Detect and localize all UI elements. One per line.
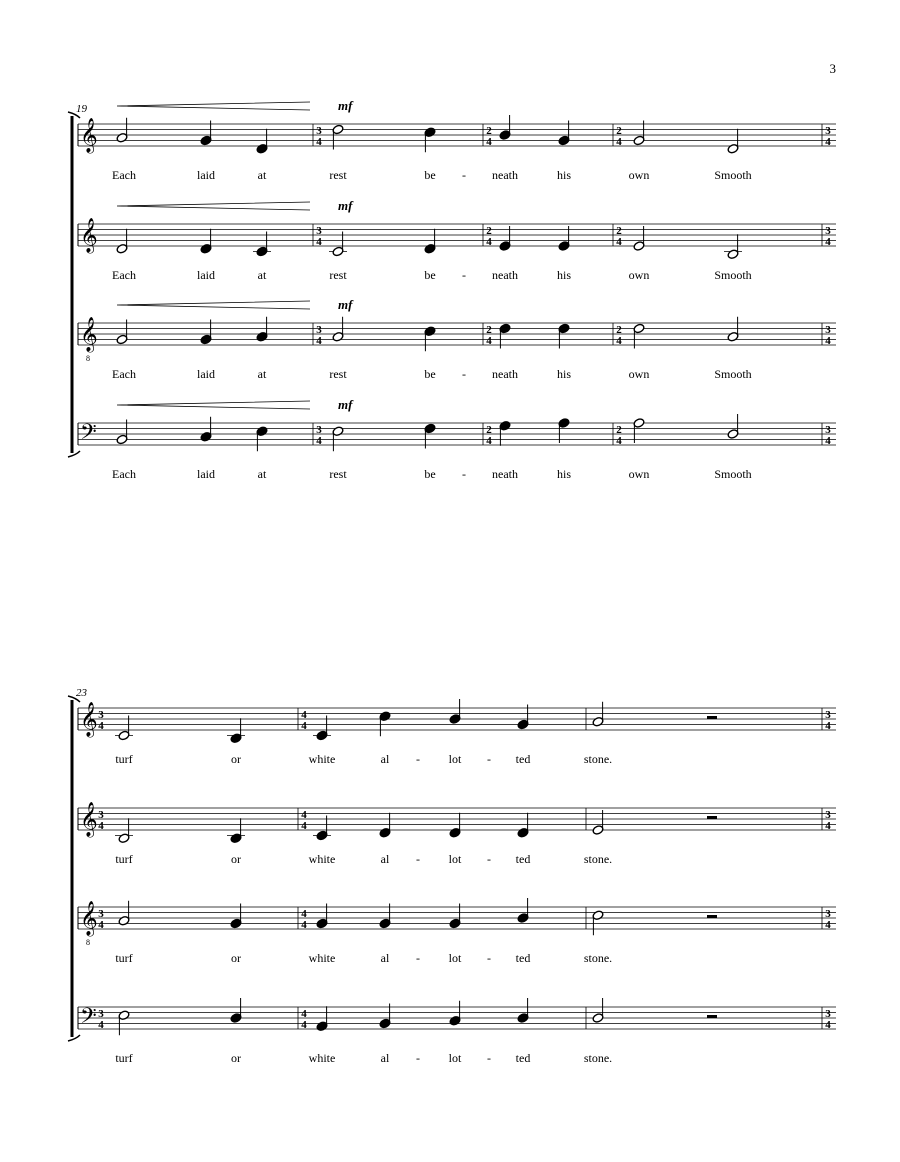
half-rest: [707, 716, 717, 719]
time-signature-top: 2: [616, 225, 622, 237]
time-signature-top: 3: [98, 809, 104, 821]
lyric-hyphen: -: [462, 467, 466, 481]
lyric-syllable: be: [424, 467, 436, 481]
lyric-syllable: al: [380, 1051, 390, 1065]
time-signature-top: 3: [825, 324, 831, 336]
lyric-syllable: ted: [515, 951, 531, 965]
time-signature-top: 2: [616, 424, 622, 436]
lyric-syllable: or: [231, 1051, 241, 1065]
lyric-syllable: laid: [197, 367, 215, 381]
time-signature-bottom: 4: [316, 236, 322, 248]
lyric-syllable: Each: [112, 367, 136, 381]
dynamic-mf: mf: [338, 198, 353, 213]
time-signature-top: 3: [825, 225, 831, 237]
lyric-syllable: Smooth: [714, 268, 752, 282]
lyric-syllable: or: [231, 852, 241, 866]
lyric-syllable: al: [380, 752, 390, 766]
time-signature-bottom: 4: [98, 919, 104, 931]
time-signature-top: 3: [825, 809, 831, 821]
treble-clef-icon: 𝄞: [80, 702, 98, 737]
time-signature-bottom: 4: [301, 820, 307, 832]
time-signature-bottom: 4: [301, 1019, 307, 1031]
time-signature-bottom: 4: [98, 1019, 104, 1031]
time-signature-top: 4: [301, 908, 307, 920]
lyric-syllable: be: [424, 168, 436, 182]
lyric-syllable: his: [556, 168, 572, 182]
time-signature-top: 3: [825, 709, 831, 721]
treble-clef-icon: 𝄞: [80, 317, 98, 352]
lyric-syllable: or: [231, 752, 241, 766]
treble-clef-icon: 𝄞: [80, 118, 98, 153]
time-signature-top: 2: [486, 125, 492, 137]
time-signature-top: 2: [616, 324, 622, 336]
time-signature-bottom: 4: [616, 136, 622, 148]
lyric-syllable: own: [628, 467, 650, 481]
crescendo-hairpin: [117, 301, 310, 309]
lyric-hyphen: -: [416, 951, 420, 965]
treble-clef-icon: 𝄞: [80, 802, 98, 837]
octave-8-marking: 8: [86, 938, 90, 947]
time-signature-bottom: 4: [825, 919, 831, 931]
time-signature-top: 4: [301, 1008, 307, 1020]
lyric-syllable: stone.: [583, 951, 613, 965]
time-signature-bottom: 4: [825, 435, 831, 447]
lyric-syllable: laid: [197, 268, 215, 282]
lyric-syllable: Smooth: [714, 168, 752, 182]
lyric-syllable: turf: [115, 951, 133, 965]
lyric-syllable: lot: [448, 951, 462, 965]
time-signature-top: 3: [825, 908, 831, 920]
lyric-syllable: neath: [492, 367, 518, 381]
lyric-syllable: at: [257, 168, 267, 182]
time-signature-bottom: 4: [825, 1019, 831, 1031]
lyric-syllable: lot: [448, 752, 462, 766]
time-signature-bottom: 4: [825, 720, 831, 732]
dynamic-mf: mf: [338, 397, 353, 412]
bracket-hook: [68, 451, 80, 457]
bracket-hook: [68, 1035, 80, 1041]
time-signature-top: 4: [301, 709, 307, 721]
lyric-syllable: neath: [492, 168, 518, 182]
time-signature-top: 4: [301, 809, 307, 821]
lyric-syllable: white: [308, 852, 336, 866]
time-signature-bottom: 4: [616, 435, 622, 447]
dynamic-mf: mf: [338, 297, 353, 312]
lyric-syllable: rest: [329, 268, 347, 282]
lyric-syllable: turf: [115, 752, 133, 766]
lyric-syllable: turf: [115, 852, 133, 866]
lyric-syllable: ted: [515, 1051, 531, 1065]
lyric-syllable: rest: [329, 467, 347, 481]
lyric-syllable: turf: [115, 1051, 133, 1065]
lyric-hyphen: -: [487, 951, 491, 965]
crescendo-hairpin: [117, 102, 310, 110]
treble-clef-icon: 𝄞: [80, 218, 98, 253]
lyric-syllable: ted: [515, 852, 531, 866]
time-signature-bottom: 4: [316, 435, 322, 447]
time-signature-bottom: 4: [486, 236, 492, 248]
octave-8-marking: 8: [86, 354, 90, 363]
time-signature-bottom: 4: [316, 136, 322, 148]
lyric-syllable: own: [628, 168, 650, 182]
lyric-syllable: at: [257, 268, 267, 282]
time-signature-bottom: 4: [616, 335, 622, 347]
lyric-syllable: or: [231, 951, 241, 965]
lyric-syllable: be: [424, 268, 436, 282]
lyric-hyphen: -: [462, 268, 466, 282]
time-signature-bottom: 4: [98, 820, 104, 832]
lyric-hyphen: -: [416, 752, 420, 766]
measure-number: 23: [76, 687, 87, 699]
lyric-hyphen: -: [416, 852, 420, 866]
lyric-hyphen: -: [487, 852, 491, 866]
lyric-syllable: lot: [448, 1051, 462, 1065]
half-rest: [707, 816, 717, 819]
lyric-syllable: stone.: [583, 752, 613, 766]
time-signature-bottom: 4: [825, 335, 831, 347]
lyric-syllable: lot: [448, 852, 462, 866]
crescendo-hairpin: [117, 202, 310, 210]
crescendo-hairpin: [117, 401, 310, 409]
lyric-syllable: stone.: [583, 852, 613, 866]
lyric-hyphen: -: [416, 1051, 420, 1065]
time-signature-bottom: 4: [486, 136, 492, 148]
lyric-hyphen: -: [462, 168, 466, 182]
lyric-syllable: rest: [329, 168, 347, 182]
lyric-syllable: white: [308, 1051, 336, 1065]
time-signature-bottom: 4: [825, 236, 831, 248]
lyric-syllable: ted: [515, 752, 531, 766]
time-signature-bottom: 4: [825, 820, 831, 832]
lyric-syllable: at: [257, 367, 267, 381]
lyric-syllable: his: [556, 467, 572, 481]
bass-clef-icon: 𝄢: [80, 1004, 97, 1034]
lyric-syllable: Each: [112, 168, 136, 182]
lyric-syllable: al: [380, 852, 390, 866]
lyric-syllable: own: [628, 268, 650, 282]
time-signature-bottom: 4: [825, 136, 831, 148]
lyric-syllable: his: [556, 367, 572, 381]
time-signature-bottom: 4: [486, 435, 492, 447]
time-signature-bottom: 4: [98, 720, 104, 732]
lyric-syllable: be: [424, 367, 436, 381]
time-signature-top: 3: [316, 424, 322, 436]
lyric-syllable: Smooth: [714, 467, 752, 481]
half-rest: [707, 1015, 717, 1018]
time-signature-top: 2: [486, 225, 492, 237]
lyric-syllable: Each: [112, 268, 136, 282]
lyric-hyphen: -: [487, 752, 491, 766]
time-signature-top: 3: [98, 908, 104, 920]
bass-clef-icon: 𝄢: [80, 420, 97, 450]
lyric-syllable: rest: [329, 367, 347, 381]
time-signature-top: 3: [98, 709, 104, 721]
lyric-syllable: white: [308, 951, 336, 965]
time-signature-top: 3: [825, 1008, 831, 1020]
time-signature-bottom: 4: [316, 335, 322, 347]
lyric-hyphen: -: [462, 367, 466, 381]
measure-number: 19: [76, 103, 87, 115]
lyric-syllable: laid: [197, 467, 215, 481]
time-signature-top: 2: [616, 125, 622, 137]
lyric-syllable: stone.: [583, 1051, 613, 1065]
time-signature-top: 3: [825, 424, 831, 436]
lyric-syllable: at: [257, 467, 267, 481]
lyric-syllable: Smooth: [714, 367, 752, 381]
lyric-syllable: neath: [492, 268, 518, 282]
time-signature-top: 3: [316, 225, 322, 237]
half-rest: [707, 915, 717, 918]
page-number: 3: [829, 61, 836, 76]
time-signature-top: 2: [486, 424, 492, 436]
time-signature-bottom: 4: [301, 919, 307, 931]
lyric-syllable: neath: [492, 467, 518, 481]
lyric-syllable: al: [380, 951, 390, 965]
time-signature-top: 3: [98, 1008, 104, 1020]
treble-clef-icon: 𝄞: [80, 901, 98, 936]
dynamic-mf: mf: [338, 98, 353, 113]
time-signature-top: 3: [825, 125, 831, 137]
lyric-syllable: laid: [197, 168, 215, 182]
time-signature-bottom: 4: [486, 335, 492, 347]
time-signature-top: 2: [486, 324, 492, 336]
lyric-syllable: Each: [112, 467, 136, 481]
time-signature-bottom: 4: [616, 236, 622, 248]
lyric-syllable: his: [556, 268, 572, 282]
lyric-hyphen: -: [487, 1051, 491, 1065]
time-signature-bottom: 4: [301, 720, 307, 732]
lyric-syllable: white: [308, 752, 336, 766]
lyric-syllable: own: [628, 367, 650, 381]
time-signature-top: 3: [316, 125, 322, 137]
time-signature-top: 3: [316, 324, 322, 336]
